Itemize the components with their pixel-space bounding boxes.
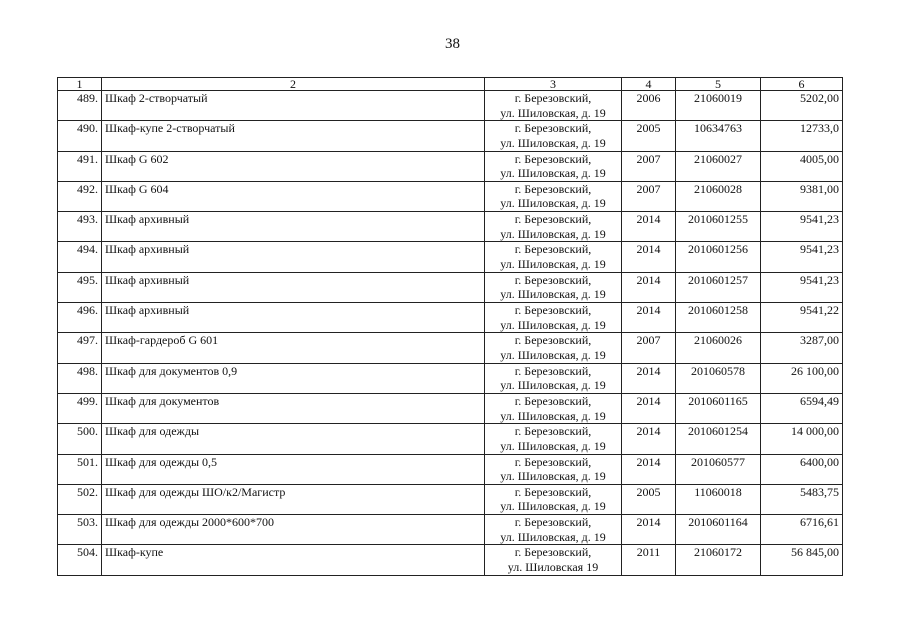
address-cell	[485, 545, 622, 575]
year-cell: 2014	[622, 242, 676, 272]
inventory-code-cell: 21060028	[676, 181, 761, 211]
inventory-table	[57, 77, 843, 576]
address-city: г. Березовский,	[514, 303, 592, 318]
header-col-3: 3	[485, 78, 622, 91]
row-number-cell: 503.	[58, 515, 102, 545]
row-number-cell: 493.	[58, 212, 102, 242]
row-number-cell: 490.	[58, 121, 102, 151]
table-row	[58, 151, 843, 181]
address-street: ул. Шиловская, д. 19	[500, 226, 606, 241]
table-header	[58, 78, 843, 91]
item-name-cell: Шкаф архивный	[102, 212, 485, 242]
item-name-cell: Шкаф G 602	[102, 151, 485, 181]
address-cell	[485, 272, 622, 302]
address-city: г. Березовский,	[514, 454, 592, 469]
header-col-5: 5	[676, 78, 761, 91]
address-street: ул. Шиловская, д. 19	[500, 438, 606, 453]
inventory-code-cell: 21060027	[676, 151, 761, 181]
address-cell	[485, 424, 622, 454]
cost-cell: 12733,0	[761, 121, 843, 151]
row-number-cell: 502.	[58, 484, 102, 514]
address-city: г. Березовский,	[514, 212, 592, 227]
header-col-6: 6	[761, 78, 843, 91]
year-cell: 2014	[622, 363, 676, 393]
cost-cell: 26 100,00	[761, 363, 843, 393]
table-row	[58, 454, 843, 484]
address-street: ул. Шиловская, д. 19	[500, 499, 606, 514]
table-row	[58, 515, 843, 545]
cost-cell: 9541,23	[761, 242, 843, 272]
cost-cell: 6594,49	[761, 393, 843, 423]
item-name-cell: Шкаф для документов	[102, 393, 485, 423]
cost-cell: 6716,61	[761, 515, 843, 545]
year-cell: 2014	[622, 212, 676, 242]
address-cell	[485, 303, 622, 333]
row-number-cell: 491.	[58, 151, 102, 181]
header-col-4: 4	[622, 78, 676, 91]
address-city: г. Березовский,	[514, 151, 592, 166]
row-number-cell: 494.	[58, 242, 102, 272]
row-number-cell: 504.	[58, 545, 102, 575]
table-row	[58, 242, 843, 272]
table-row	[58, 333, 843, 363]
table-row	[58, 121, 843, 151]
page-number: 38	[445, 36, 460, 52]
address-city: г. Березовский,	[514, 272, 592, 287]
row-number-cell: 497.	[58, 333, 102, 363]
item-name-cell: Шкаф 2-створчатый	[102, 91, 485, 121]
cost-cell: 9541,23	[761, 272, 843, 302]
address-street: ул. Шиловская, д. 19	[500, 378, 606, 393]
item-name-cell: Шкаф-купе	[102, 545, 485, 575]
inventory-code-cell: 2010601164	[676, 515, 761, 545]
item-name-cell: Шкаф-купе 2-створчатый	[102, 121, 485, 151]
table-row	[58, 91, 843, 121]
table-row	[58, 484, 843, 514]
cost-cell: 4005,00	[761, 151, 843, 181]
inventory-code-cell: 201060577	[676, 454, 761, 484]
header-row	[58, 78, 843, 91]
row-number-cell: 492.	[58, 181, 102, 211]
item-name-cell: Шкаф для документов 0,9	[102, 363, 485, 393]
address-city: г. Березовский,	[514, 424, 592, 439]
cost-cell: 9541,23	[761, 212, 843, 242]
address-city: г. Березовский,	[514, 242, 592, 257]
address-city: г. Березовский,	[514, 484, 592, 499]
item-name-cell: Шкаф архивный	[102, 303, 485, 333]
inventory-code-cell: 21060172	[676, 545, 761, 575]
table-row	[58, 303, 843, 333]
item-name-cell: Шкаф для одежды 0,5	[102, 454, 485, 484]
inventory-code-cell: 11060018	[676, 484, 761, 514]
table-row	[58, 212, 843, 242]
inventory-code-cell: 2010601258	[676, 303, 761, 333]
year-cell: 2007	[622, 181, 676, 211]
address-cell	[485, 333, 622, 363]
row-number-cell: 499.	[58, 393, 102, 423]
address-cell	[485, 121, 622, 151]
item-name-cell: Шкаф архивный	[102, 272, 485, 302]
year-cell: 2005	[622, 121, 676, 151]
table-row	[58, 424, 843, 454]
address-street: ул. Шиловская, д. 19	[500, 317, 606, 332]
address-cell	[485, 242, 622, 272]
address-cell	[485, 181, 622, 211]
year-cell: 2014	[622, 272, 676, 302]
year-cell: 2005	[622, 484, 676, 514]
item-name-cell: Шкаф для одежды ШО/к2/Магистр	[102, 484, 485, 514]
address-street: ул. Шиловская, д. 19	[500, 469, 606, 484]
inventory-code-cell: 2010601256	[676, 242, 761, 272]
inventory-code-cell: 201060578	[676, 363, 761, 393]
cost-cell: 14 000,00	[761, 424, 843, 454]
address-city: г. Березовский,	[514, 181, 592, 196]
item-name-cell: Шкаф для одежды	[102, 424, 485, 454]
table-row	[58, 272, 843, 302]
year-cell: 2011	[622, 545, 676, 575]
address-street: ул. Шиловская 19	[507, 560, 599, 575]
address-street: ул. Шиловская, д. 19	[500, 166, 606, 181]
address-city: г. Березовский,	[514, 393, 592, 408]
year-cell: 2007	[622, 333, 676, 363]
item-name-cell: Шкаф архивный	[102, 242, 485, 272]
table-row	[58, 393, 843, 423]
inventory-code-cell: 2010601257	[676, 272, 761, 302]
header-col-2: 2	[102, 78, 485, 91]
year-cell: 2007	[622, 151, 676, 181]
cost-cell: 56 845,00	[761, 545, 843, 575]
cost-cell: 5483,75	[761, 484, 843, 514]
address-cell	[485, 91, 622, 121]
row-number-cell: 501.	[58, 454, 102, 484]
year-cell: 2014	[622, 515, 676, 545]
year-cell: 2014	[622, 393, 676, 423]
item-name-cell: Шкаф для одежды 2000*600*700	[102, 515, 485, 545]
address-city: г. Березовский,	[514, 545, 592, 560]
address-city: г. Березовский,	[514, 333, 592, 348]
address-cell	[485, 363, 622, 393]
row-number-cell: 498.	[58, 363, 102, 393]
row-number-cell: 500.	[58, 424, 102, 454]
address-street: ул. Шиловская, д. 19	[500, 135, 606, 150]
year-cell: 2014	[622, 303, 676, 333]
inventory-code-cell: 10634763	[676, 121, 761, 151]
table-row	[58, 545, 843, 575]
table-row	[58, 363, 843, 393]
year-cell: 2014	[622, 454, 676, 484]
address-cell	[485, 151, 622, 181]
row-number-cell: 496.	[58, 303, 102, 333]
table-body	[58, 91, 843, 576]
table-row	[58, 181, 843, 211]
item-name-cell: Шкаф-гардероб G 601	[102, 333, 485, 363]
address-street: ул. Шиловская, д. 19	[500, 257, 606, 272]
address-city: г. Березовский,	[514, 515, 592, 530]
row-number-cell: 489.	[58, 91, 102, 121]
address-cell	[485, 515, 622, 545]
cost-cell: 5202,00	[761, 91, 843, 121]
address-cell	[485, 393, 622, 423]
cost-cell: 9381,00	[761, 181, 843, 211]
cost-cell: 3287,00	[761, 333, 843, 363]
address-street: ул. Шиловская, д. 19	[500, 408, 606, 423]
address-street: ул. Шиловская, д. 19	[500, 347, 606, 362]
address-cell	[485, 454, 622, 484]
year-cell: 2006	[622, 91, 676, 121]
address-city: г. Березовский,	[514, 91, 592, 105]
address-cell	[485, 212, 622, 242]
address-city: г. Березовский,	[514, 363, 592, 378]
inventory-code-cell: 21060026	[676, 333, 761, 363]
address-street: ул. Шиловская, д. 19	[500, 105, 606, 120]
year-cell: 2014	[622, 424, 676, 454]
inventory-code-cell: 2010601254	[676, 424, 761, 454]
cost-cell: 9541,22	[761, 303, 843, 333]
address-street: ул. Шиловская, д. 19	[500, 529, 606, 544]
item-name-cell: Шкаф G 604	[102, 181, 485, 211]
inventory-code-cell: 21060019	[676, 91, 761, 121]
address-city: г. Березовский,	[514, 121, 592, 136]
address-cell	[485, 484, 622, 514]
cost-cell: 6400,00	[761, 454, 843, 484]
inventory-code-cell: 2010601165	[676, 393, 761, 423]
address-street: ул. Шиловская, д. 19	[500, 196, 606, 211]
inventory-code-cell: 2010601255	[676, 212, 761, 242]
address-street: ул. Шиловская, д. 19	[500, 287, 606, 302]
row-number-cell: 495.	[58, 272, 102, 302]
header-col-1: 1	[58, 78, 102, 91]
